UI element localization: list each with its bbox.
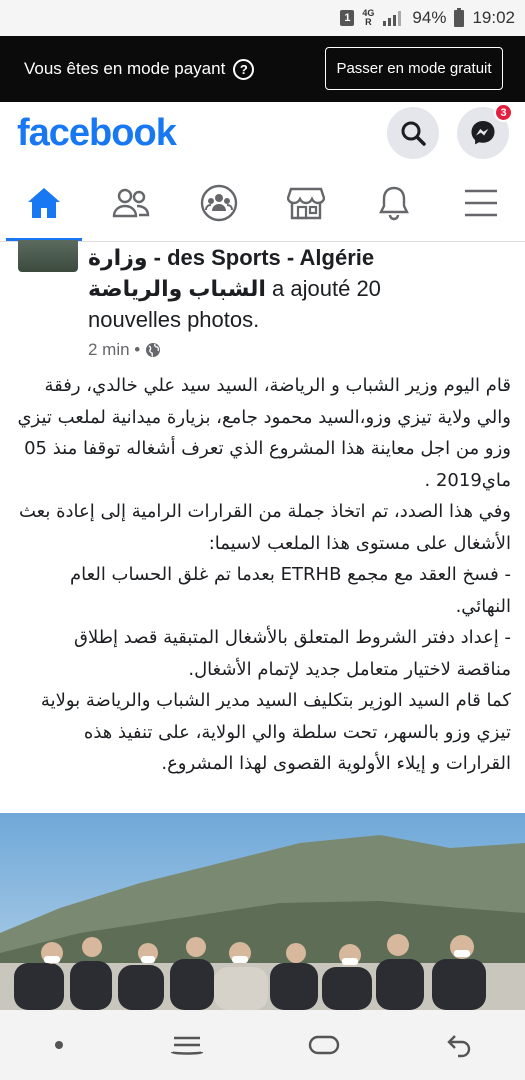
tab-notifications[interactable] bbox=[350, 164, 438, 241]
post-photo[interactable] bbox=[0, 813, 525, 1010]
back-icon[interactable] bbox=[445, 1032, 473, 1058]
post-action-line2: nouvelles photos. bbox=[88, 307, 260, 332]
globe-icon bbox=[145, 342, 161, 358]
page-name-line2[interactable]: الشباب والرياضة bbox=[88, 276, 266, 301]
tab-marketplace[interactable] bbox=[263, 164, 351, 241]
paid-mode-text: Vous êtes en mode payant bbox=[24, 59, 226, 78]
feed-post bbox=[0, 242, 525, 774]
network-type: 4G bbox=[362, 8, 375, 18]
clock: 19:02 bbox=[472, 8, 515, 27]
post-header bbox=[0, 242, 525, 370]
bell-icon bbox=[377, 185, 411, 221]
groups-icon bbox=[200, 184, 238, 222]
notification-icon: 1 bbox=[340, 10, 354, 26]
post-action: a ajouté 20 bbox=[265, 276, 381, 301]
nav-tabs bbox=[0, 164, 525, 242]
dot-icon[interactable] bbox=[52, 1038, 66, 1052]
tab-friends[interactable] bbox=[88, 164, 176, 241]
messenger-icon bbox=[469, 119, 497, 147]
system-nav-bar bbox=[0, 1010, 525, 1080]
friends-icon bbox=[112, 187, 150, 219]
tab-groups[interactable] bbox=[175, 164, 263, 241]
meta-separator: • bbox=[129, 340, 145, 359]
network-sub: R bbox=[365, 17, 372, 27]
menu-icon bbox=[463, 188, 499, 218]
photo-image bbox=[0, 813, 525, 1010]
marketplace-icon bbox=[287, 185, 325, 221]
paid-mode-banner bbox=[0, 36, 525, 102]
status-bar bbox=[0, 0, 525, 36]
messenger-badge: 3 bbox=[494, 103, 513, 122]
tab-menu[interactable] bbox=[438, 164, 525, 241]
home-button-icon[interactable] bbox=[307, 1034, 341, 1056]
switch-free-mode-button[interactable]: Passer en mode gratuit bbox=[325, 47, 503, 90]
avatar[interactable] bbox=[18, 240, 78, 272]
post-meta bbox=[88, 340, 161, 360]
post-title bbox=[88, 242, 508, 335]
page-name[interactable]: وزارة - des Sports - Algérie bbox=[88, 245, 375, 270]
recent-apps-icon[interactable] bbox=[170, 1034, 204, 1056]
post-text: قام اليوم وزير الشباب و الرياضة، السيد سيد علي خالدي، رفقة والي ولاية تيزي وزو،السيد محمود جامع، بزيارة ميدانية لملعب تيزي وزو من اجل معاينة هذا المشروع الذي تعرف أشغاله توقفا منذ 05 ماي2019 . وفي هذا الصدد، تم اتخاذ جملة من القرارات الرامية إلى إعادة بعث الأشغال على مستوى هذا الملعب لاسيما: - فسخ العقد مع مجمع ETRHB بعدما تم غلق الحساب العام النهائي. - إعداد دفتر الشروط المتعلق بالأشغال المتبقية قصد إطلاق مناقصة لاختيار متعامل جديد لإتمام الأشغال. كما قام السيد الوزير بتكليف السيد مدير الشباب والرياضة بولاية تيزي وزو بالسهر، تحت سلطة والي الولاية، على تنفيذ هذه القرارات و إيلاء الأولوية القصوى لهذا المشروع. bbox=[17, 375, 511, 774]
tab-home[interactable] bbox=[0, 164, 88, 241]
facebook-logo[interactable]: facebook bbox=[17, 111, 176, 154]
messenger-button[interactable] bbox=[457, 107, 509, 159]
app-header bbox=[0, 102, 525, 164]
battery-icon bbox=[454, 10, 464, 27]
search-icon bbox=[400, 120, 426, 146]
network-indicator bbox=[362, 9, 374, 27]
search-button[interactable] bbox=[387, 107, 439, 159]
help-icon[interactable]: ? bbox=[233, 59, 254, 80]
post-body bbox=[0, 370, 525, 780]
post-time[interactable]: 2 min bbox=[88, 340, 130, 359]
signal-icon bbox=[382, 9, 404, 27]
battery-label: 94% bbox=[412, 8, 447, 27]
home-icon bbox=[26, 186, 62, 220]
